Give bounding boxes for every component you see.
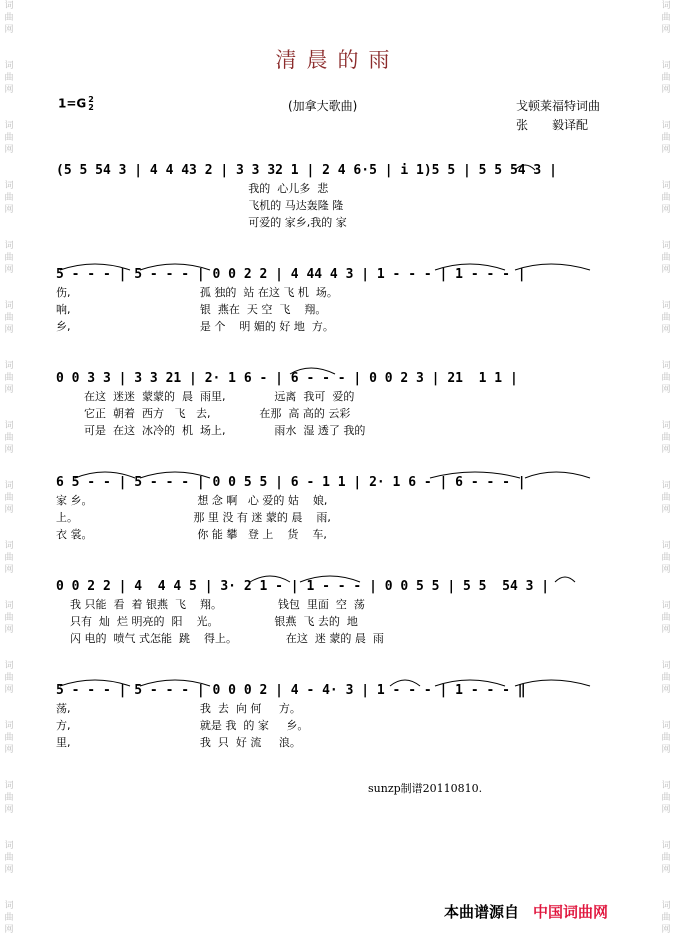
lyric-verse-1: 我 只能 看 着 银燕 飞 翔。 钱包 里面 空 荡 <box>56 598 365 611</box>
slur <box>515 680 590 686</box>
slur <box>60 264 130 270</box>
composer-credit: 戈顿莱福特词曲 <box>516 99 601 113</box>
watermark-text: 词 曲 网 <box>4 121 14 155</box>
slur <box>430 472 520 478</box>
lyric-verse-3: 闪 电的 喷气 式怎能 跳 得上。 在这 迷 蒙的 晨 雨 <box>56 632 384 645</box>
lyric-verse-2: 飞机的 马达轰隆 隆 <box>56 199 344 212</box>
lyric-verse-2: 响, 银 燕在 天 空 飞 翔。 <box>56 303 327 316</box>
watermark-text: 词 曲 网 <box>4 901 14 935</box>
slur <box>250 576 290 582</box>
lyric-verse-1: 我的 心儿多 悲 <box>56 182 329 195</box>
lyric-verse-2: 只有 灿 烂 明亮的 阳 光。 银燕 飞 去的 地 <box>56 615 358 628</box>
lyric-verse-3: 衣 裳。 你 能 攀 登 上 货 车, <box>56 528 327 541</box>
source-label: 本曲谱源自 <box>444 903 520 921</box>
watermark-text: 词 曲 网 <box>4 1 14 35</box>
watermark-text: 词 曲 网 <box>661 181 671 215</box>
lyric-verse-3: 可是 在这 冰冷的 机 场上, 雨水 湿 透了 我的 <box>56 424 366 437</box>
lyric-verse-3: 乡, 是 个 明 媚的 好 地 方。 <box>56 320 334 333</box>
watermark-text: 词 曲 网 <box>4 841 14 875</box>
slur <box>75 472 135 478</box>
notation-line: 5 - - - | 5 - - - | 0 0 0 2 | 4 - 4· 3 | 1 - - - | 1 - - - ‖ <box>56 683 526 698</box>
watermark-text: 词 曲 网 <box>4 361 14 395</box>
slur <box>390 680 420 686</box>
lyric-verse-1: 在这 迷迷 蒙蒙的 晨 雨里, 远离 我可 爱的 <box>56 390 355 403</box>
slur <box>525 472 590 478</box>
key-label: 1=G <box>58 96 87 111</box>
song-title: 清晨的雨 <box>275 48 400 72</box>
watermark-text: 词 曲 网 <box>661 421 671 455</box>
lyric-verse-3: 里, 我 只 好 流 浪。 <box>56 736 301 749</box>
lyric-verse-2: 方, 就是 我 的 家 乡。 <box>56 719 309 732</box>
watermark-text: 词 曲 网 <box>661 901 671 935</box>
watermark-text: 词 曲 网 <box>661 541 671 575</box>
watermark-text: 词 曲 网 <box>661 61 671 95</box>
watermark-text: 词 曲 网 <box>4 481 14 515</box>
watermark-text: 词 曲 网 <box>661 601 671 635</box>
time-top: 2 <box>88 95 94 104</box>
watermark-text: 词 曲 网 <box>4 601 14 635</box>
slur <box>515 165 535 170</box>
watermark-text: 词 曲 网 <box>661 121 671 155</box>
watermark-text: 词 曲 网 <box>661 301 671 335</box>
source-site-link[interactable]: 中国词曲网 <box>533 903 609 921</box>
lyric-verse-1: 家 乡。 想 念 啊 心 爱的 姑 娘, <box>56 494 328 507</box>
watermark-text: 词 曲 网 <box>4 61 14 95</box>
watermark-text: 词 曲 网 <box>4 781 14 815</box>
watermark-text: 词 曲 网 <box>661 1 671 35</box>
slur <box>60 680 130 686</box>
watermark-text: 词 曲 网 <box>4 541 14 575</box>
slur <box>140 264 210 270</box>
watermark-text: 词 曲 网 <box>661 841 671 875</box>
lyric-verse-1: 伤, 孤 独的 站 在这 飞 机 场。 <box>56 286 338 299</box>
slur <box>290 368 335 374</box>
watermark-text: 词 曲 网 <box>4 421 14 455</box>
time-bottom: 2 <box>88 103 94 112</box>
slur <box>140 680 210 686</box>
transcriber-credit: sunzp制谱20110810. <box>368 782 483 795</box>
slur <box>435 680 505 686</box>
source-footer <box>444 901 608 922</box>
watermark-text: 词 曲 网 <box>4 661 14 695</box>
notation-line: (5 5 54 3 | 4 4 43 2 | 3 3 32 1 | 2 4 6·5 | i 1)5 5 | 5 5 54 3 | <box>56 163 557 178</box>
watermark-text: 词 曲 网 <box>661 481 671 515</box>
watermark-text: 词 曲 网 <box>661 361 671 395</box>
notation-line: 0 0 3 3 | 3 3 21 | 2· 1 6 - | 6 - - - | 0 0 2 3 | 21 1 1 | <box>56 371 518 386</box>
watermark-text: 词 曲 网 <box>661 241 671 275</box>
slur <box>300 576 360 582</box>
watermark-text: 词 曲 网 <box>4 241 14 275</box>
notation-line: 6 5 - - | 5 - - - | 0 0 5 5 | 6 - 1 1 | 2· 1 6 - | 6 - - - | <box>56 475 526 490</box>
lyric-verse-2: 上。 那 里 没 有 迷 蒙的 晨 雨, <box>56 511 331 524</box>
notation-line: 5 - - - | 5 - - - | 0 0 2 2 | 4 44 4 3 | 1 - - - | 1 - - - | <box>56 267 526 282</box>
watermark-text: 词 曲 网 <box>4 721 14 755</box>
watermark-text: 词 曲 网 <box>661 781 671 815</box>
slur <box>555 577 575 582</box>
notation-line: 0 0 2 2 | 4 4 4 5 | 3· 2 1 - | 1 - - - | 0 0 5 5 | 5 5 54 3 | <box>56 579 550 594</box>
watermark-text: 词 曲 网 <box>4 301 14 335</box>
song-origin: (加拿大歌曲) <box>288 99 358 113</box>
arranger-credit: 张 毅译配 <box>516 118 589 132</box>
watermark-text: 词 曲 网 <box>661 721 671 755</box>
slur <box>140 472 210 478</box>
lyric-verse-1: 荡, 我 去 向 何 方。 <box>56 702 301 715</box>
slur <box>515 264 590 270</box>
watermark-text: 词 曲 网 <box>4 181 14 215</box>
slur <box>435 264 505 270</box>
lyric-verse-3: 可爱的 家乡,我的 家 <box>56 216 347 229</box>
lyric-verse-2: 它正 朝着 西方 飞 去, 在那 高 高的 云彩 <box>56 407 351 420</box>
watermark-text: 词 曲 网 <box>661 661 671 695</box>
